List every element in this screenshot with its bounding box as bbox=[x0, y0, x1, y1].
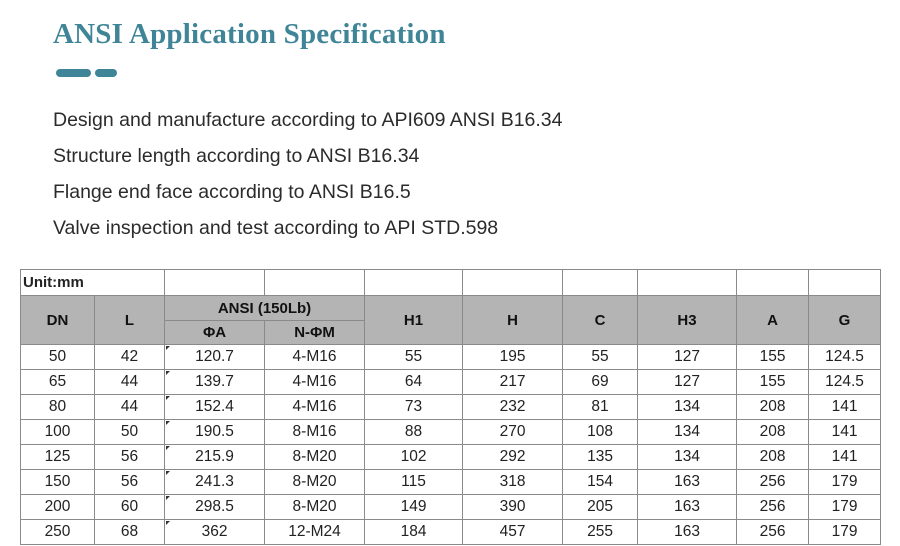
spec-list bbox=[53, 102, 563, 246]
cell-dn: 100 bbox=[21, 420, 95, 445]
table-body bbox=[21, 345, 881, 545]
cell-n-phi-m: 8-M20 bbox=[265, 470, 365, 495]
cell-h1: 115 bbox=[365, 470, 463, 495]
cell-c: 255 bbox=[563, 520, 638, 545]
cell-n-phi-m: 12-M24 bbox=[265, 520, 365, 545]
cell-h1: 55 bbox=[365, 345, 463, 370]
cell-h1: 64 bbox=[365, 370, 463, 395]
cell-c: 55 bbox=[563, 345, 638, 370]
cell-l: 42 bbox=[95, 345, 165, 370]
header-ansi-group: ANSI (150Lb) bbox=[165, 296, 365, 321]
unit-label: Unit:mm bbox=[21, 270, 165, 296]
cell-dn: 80 bbox=[21, 395, 95, 420]
cell-h3: 163 bbox=[638, 495, 737, 520]
cell-dn: 200 bbox=[21, 495, 95, 520]
header-h1: H1 bbox=[365, 296, 463, 345]
cell-l: 44 bbox=[95, 395, 165, 420]
cell-phi-a: 152.4 bbox=[165, 395, 265, 420]
cell-dn: 150 bbox=[21, 470, 95, 495]
cell-c: 81 bbox=[563, 395, 638, 420]
cell-h3: 134 bbox=[638, 445, 737, 470]
cell-h: 390 bbox=[463, 495, 563, 520]
title-accent-bar-long bbox=[56, 69, 91, 77]
cell-g: 179 bbox=[809, 495, 881, 520]
cell-n-phi-m: 4-M16 bbox=[265, 345, 365, 370]
table-row bbox=[21, 520, 881, 545]
cell-g: 141 bbox=[809, 395, 881, 420]
cell-h3: 127 bbox=[638, 370, 737, 395]
cell-phi-a: 139.7 bbox=[165, 370, 265, 395]
table-row bbox=[21, 345, 881, 370]
spec-item: Design and manufacture according to API609 ANSI B16.34 bbox=[53, 109, 563, 131]
cell-h1: 149 bbox=[365, 495, 463, 520]
cell-g: 141 bbox=[809, 420, 881, 445]
cell-h3: 134 bbox=[638, 420, 737, 445]
cell-h: 457 bbox=[463, 520, 563, 545]
cell-a: 256 bbox=[737, 470, 809, 495]
cell-a: 208 bbox=[737, 445, 809, 470]
table-row bbox=[21, 420, 881, 445]
cell-l: 50 bbox=[95, 420, 165, 445]
cell-l: 60 bbox=[95, 495, 165, 520]
spec-item: Flange end face according to ANSI B16.5 bbox=[53, 181, 411, 203]
cell-phi-a: 190.5 bbox=[165, 420, 265, 445]
cell-h3: 134 bbox=[638, 395, 737, 420]
cell-h: 318 bbox=[463, 470, 563, 495]
spec-item: Structure length according to ANSI B16.34 bbox=[53, 145, 420, 167]
cell-h1: 73 bbox=[365, 395, 463, 420]
header-row bbox=[21, 296, 881, 321]
table-row bbox=[21, 445, 881, 470]
cell-dn: 250 bbox=[21, 520, 95, 545]
cell-n-phi-m: 4-M16 bbox=[265, 370, 365, 395]
cell-h3: 163 bbox=[638, 520, 737, 545]
header-h3: H3 bbox=[638, 296, 737, 345]
page-title: ANSI Application Specification bbox=[53, 18, 446, 50]
cell-dn: 50 bbox=[21, 345, 95, 370]
cell-n-phi-m: 8-M20 bbox=[265, 495, 365, 520]
cell-g: 124.5 bbox=[809, 345, 881, 370]
header-h: H bbox=[463, 296, 563, 345]
cell-h: 292 bbox=[463, 445, 563, 470]
title-accent-bar-short bbox=[95, 69, 117, 77]
cell-a: 155 bbox=[737, 370, 809, 395]
cell-phi-a: 362 bbox=[165, 520, 265, 545]
cell-phi-a: 241.3 bbox=[165, 470, 265, 495]
spec-item: Valve inspection and test according to API STD.598 bbox=[53, 217, 499, 239]
cell-c: 154 bbox=[563, 470, 638, 495]
cell-phi-a: 298.5 bbox=[165, 495, 265, 520]
cell-dn: 125 bbox=[21, 445, 95, 470]
header-n-phi-m: N-ΦM bbox=[265, 321, 365, 345]
header-c: C bbox=[563, 296, 638, 345]
cell-c: 135 bbox=[563, 445, 638, 470]
cell-c: 108 bbox=[563, 420, 638, 445]
cell-a: 155 bbox=[737, 345, 809, 370]
cell-l: 56 bbox=[95, 470, 165, 495]
cell-h1: 88 bbox=[365, 420, 463, 445]
cell-phi-a: 120.7 bbox=[165, 345, 265, 370]
cell-h1: 184 bbox=[365, 520, 463, 545]
cell-n-phi-m: 4-M16 bbox=[265, 395, 365, 420]
cell-h: 270 bbox=[463, 420, 563, 445]
cell-c: 205 bbox=[563, 495, 638, 520]
cell-h3: 127 bbox=[638, 345, 737, 370]
dimension-table bbox=[20, 269, 881, 545]
table-row bbox=[21, 395, 881, 420]
header-l: L bbox=[95, 296, 165, 345]
cell-n-phi-m: 8-M20 bbox=[265, 445, 365, 470]
cell-a: 208 bbox=[737, 420, 809, 445]
cell-phi-a: 215.9 bbox=[165, 445, 265, 470]
table-row bbox=[21, 370, 881, 395]
header-g: G bbox=[809, 296, 881, 345]
header-dn: DN bbox=[21, 296, 95, 345]
cell-h1: 102 bbox=[365, 445, 463, 470]
cell-dn: 65 bbox=[21, 370, 95, 395]
cell-a: 256 bbox=[737, 520, 809, 545]
header-a: A bbox=[737, 296, 809, 345]
cell-l: 68 bbox=[95, 520, 165, 545]
table-row bbox=[21, 470, 881, 495]
cell-l: 44 bbox=[95, 370, 165, 395]
cell-n-phi-m: 8-M16 bbox=[265, 420, 365, 445]
cell-a: 256 bbox=[737, 495, 809, 520]
header-phi-a: ΦA bbox=[165, 321, 265, 345]
cell-g: 179 bbox=[809, 520, 881, 545]
cell-l: 56 bbox=[95, 445, 165, 470]
cell-h: 217 bbox=[463, 370, 563, 395]
table-row bbox=[21, 495, 881, 520]
cell-a: 208 bbox=[737, 395, 809, 420]
cell-c: 69 bbox=[563, 370, 638, 395]
unit-row bbox=[21, 270, 881, 296]
cell-g: 124.5 bbox=[809, 370, 881, 395]
cell-g: 141 bbox=[809, 445, 881, 470]
cell-h: 232 bbox=[463, 395, 563, 420]
cell-h: 195 bbox=[463, 345, 563, 370]
cell-h3: 163 bbox=[638, 470, 737, 495]
cell-g: 179 bbox=[809, 470, 881, 495]
